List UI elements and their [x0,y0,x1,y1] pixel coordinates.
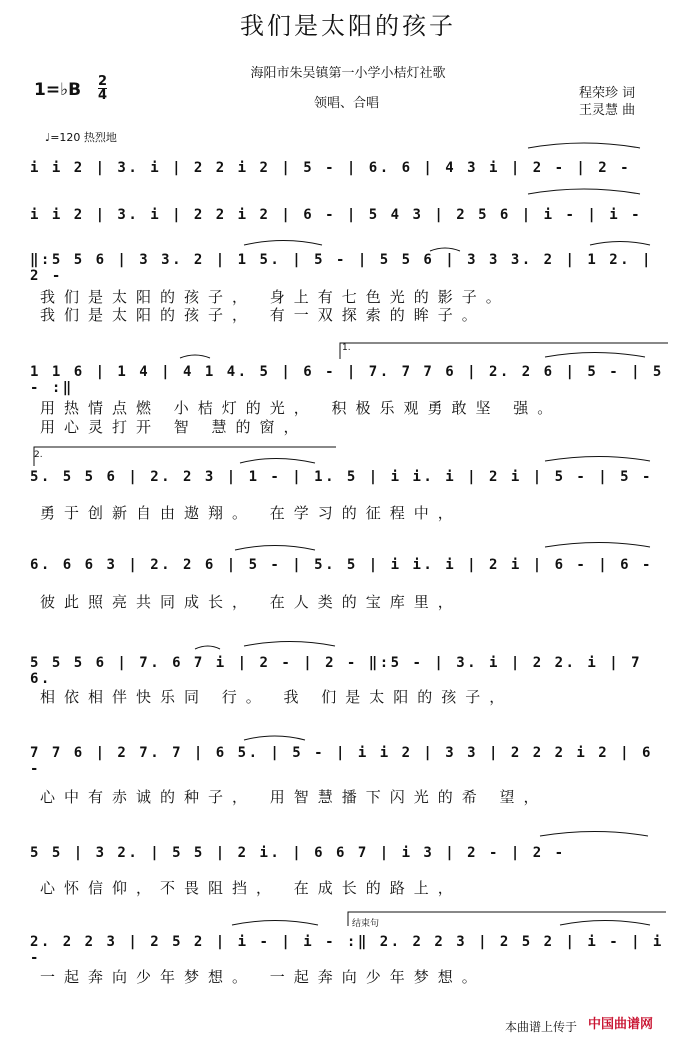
time-bottom: 4 [98,88,108,103]
key-signature: 1=♭B [34,80,82,100]
score-row [30,160,670,180]
volta-bracket [34,447,336,466]
notation-line: 2. 2 2 3 | 2 5 2 | i - | i - :‖ 2. 2 2 3 | 2 5 2 | i - | i - [30,934,664,966]
lyric-line: 心怀信仰，不畏阻挡， 在成长的路上， [40,879,462,897]
song-title: 我们是太阳的孩子 [240,12,456,40]
notation-line: 5. 5 5 6 | 2. 2 3 | 1 - | 1. 5 | i i. i | 2 i | 5 - | 5 - [30,469,653,485]
slur-mark [545,457,650,462]
notation-line: 5 5 | 3 2. | 5 5 | 2 i. | 6 6 7 | i 3 | 2 - | 2 - [30,845,566,861]
slur-mark [528,189,640,194]
volta-bracket [348,912,666,926]
notation-line: i i 2 | 3. i | 2 2 i 2 | 5 - | 6. 6 | 4 3 i | 2 - | 2 - [30,160,632,176]
slur-mark [180,355,210,358]
notation-line: 6. 6 6 3 | 2. 2 6 | 5 - | 5. 5 | i i. i | 2 i | 6 - | 6 - [30,557,653,573]
subtitle: 海阳市朱吴镇第一小学小桔灯社歌 [250,66,446,81]
score-row [30,207,670,227]
score-row [30,343,670,436]
volta-bracket [340,343,668,359]
lyric-line: 用热情点燃 小桔灯的光， 积极乐观勇敢坚 强。 [40,399,562,417]
tempo-marking: ♩=120 热烈地 [45,131,117,144]
volta-1: 1. [342,343,351,353]
lyricist: 程荣珍 词 [579,86,636,101]
score-row [30,845,670,897]
score-row [30,557,670,611]
footer-text: 本曲谱上传于 [505,1020,578,1034]
lyric-line: 勇于创新自由遨翔。 在学习的征程中， [40,504,462,522]
performance-note: 领唱、合唱 [314,96,380,111]
notation-line: 5 5 5 6 | 7. 6 7 i | 2 - | 2 - ‖:5 - | 3. i | 2 2. i | 7 6. [30,655,643,687]
time-top: 2 [98,74,108,89]
notation-line: 7 7 6 | 2 7. 7 | 6 5. | 5 - | i i 2 | 3 3 | 2 2 2 i 2 | 6 - [30,745,653,777]
slur-mark [244,736,305,740]
notation-line: i i 2 | 3. i | 2 2 i 2 | 6 - | 5 4 3 | 2 5 6 | i - | i - [30,207,643,223]
lyric-line: 我们是太阳的孩子， 身上有七色光的影子。 [40,288,510,306]
slur-mark [195,646,220,649]
lyric-line: 一起奔向少年梦想。 一起奔向少年梦想。 [40,968,486,986]
slur-mark [232,921,318,926]
slur-mark [545,543,650,548]
notation-line: 1 1 6 | 1 4 | 4 1 4. 5 | 6 - | 7. 7 7 6 | 2. 2 6 | 5 - | 5 - :‖ [30,364,664,396]
slur-mark [590,242,650,246]
score-row [30,655,670,706]
score-row [30,919,670,986]
slur-mark [235,546,315,551]
site-logo[interactable]: 中国曲谱网 [588,1017,654,1032]
lyric-line: 我们是太阳的孩子， 有一双探索的眸子。 [40,306,486,324]
slur-mark [244,241,322,246]
slur-mark [545,353,645,358]
ending-mark: 结束句 [352,919,380,929]
slur-mark [240,459,315,464]
time-signature [98,75,107,102]
lyric-line: 彼此照亮共同成长， 在人类的宝库里， [40,593,462,611]
volta-2: 2. [34,450,43,460]
composer: 王灵慧 曲 [579,103,636,118]
slur-mark [244,642,335,647]
lyric-line: 相依相伴快乐同 行。 我 们是太阳的孩子， [40,688,514,706]
score-row [30,745,670,806]
lyric-line: 用心灵打开 智 慧的窗， [40,418,308,436]
score-row [30,450,670,522]
slur-mark [430,248,460,251]
score-row [30,252,670,324]
slur-mark [560,921,650,926]
slur-mark [540,832,648,837]
notation-line: ‖:5 5 6 | 3 3. 2 | 1 5. | 5 - | 5 5 6 | 3 3 3. 2 | 1 2. | 2 - [30,252,653,284]
lyric-line: 心中有赤诚的种子， 用智慧播下闪光的希 望， [40,788,548,806]
slur-mark [528,143,640,148]
